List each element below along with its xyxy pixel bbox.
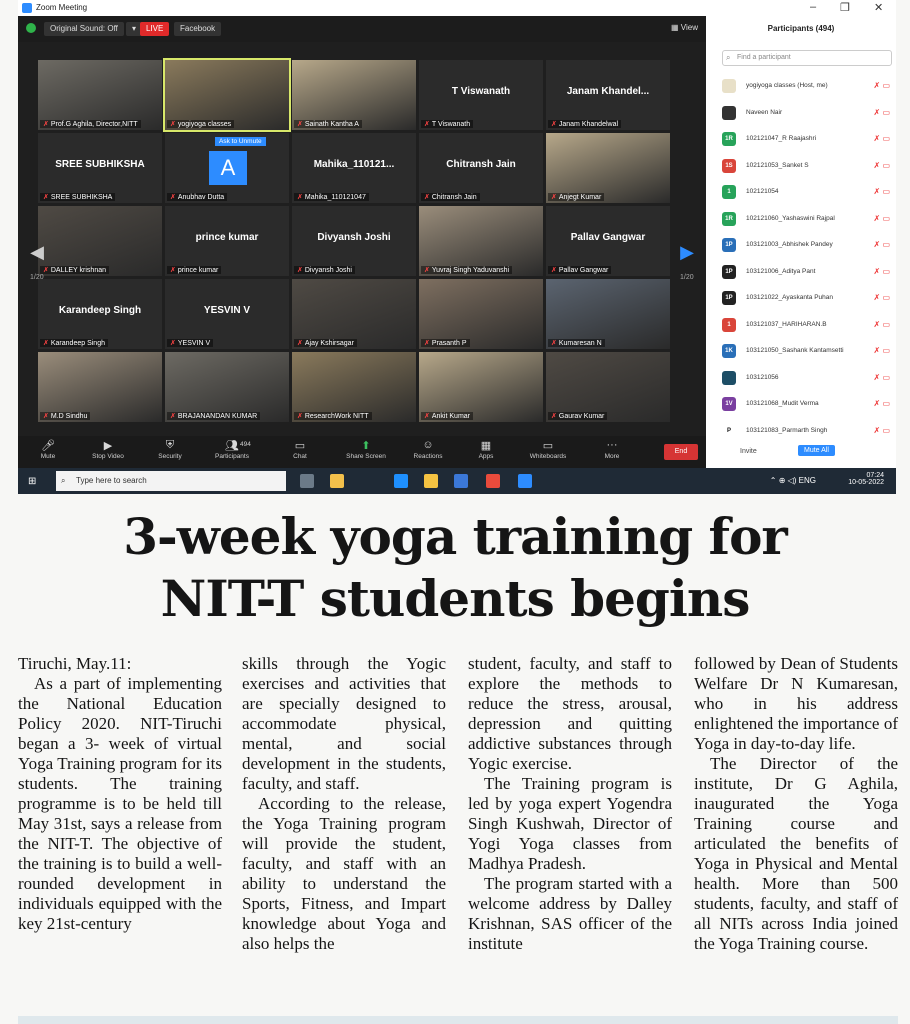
maximize-icon[interactable]: ❐ (840, 2, 850, 14)
participant-row-name: 103121022_Ayaskanta Puhan (746, 294, 833, 301)
muted-mic-icon: ✗ (170, 194, 176, 201)
facebook-live-button[interactable]: Facebook (174, 22, 221, 36)
participant-name-label (40, 120, 141, 128)
view-label: View (680, 23, 698, 32)
participant-avatar: 1 (722, 318, 736, 332)
participant-name-label (167, 266, 221, 274)
muted-mic-icon: ✗ (551, 340, 557, 347)
participants-title: Participants (494) (767, 24, 835, 33)
article-column-4 (694, 654, 898, 954)
participant-tile[interactable] (292, 206, 416, 276)
participant-avatar: 1V (722, 397, 736, 411)
dateline: Tiruchi, May.11: (18, 654, 132, 673)
participant-name: Janam Khandelwal (558, 121, 619, 128)
participant-row[interactable] (722, 341, 896, 361)
muted-status-icon: ✗ ▭ (873, 187, 890, 196)
muted-mic-icon: ✗ (424, 121, 430, 128)
muted-status-icon: ✗ ▭ (873, 293, 890, 302)
muted-mic-icon: ✗ (297, 121, 303, 128)
participant-display-name: Janam Khandel... (566, 86, 650, 97)
participant-tile[interactable] (292, 133, 416, 203)
article-headline (0, 506, 910, 630)
participant-tile[interactable] (419, 206, 543, 276)
minimize-icon[interactable]: – (810, 1, 817, 13)
participant-row-name: Naveen Nair (746, 108, 783, 116)
participant-tile[interactable] (546, 279, 670, 349)
participant-name: prince kumar (177, 267, 219, 274)
participant-avatar: 1R (722, 212, 736, 226)
participant-avatar: 1P (722, 238, 736, 252)
muted-mic-icon: ✗ (551, 194, 557, 201)
whiteboards-button[interactable] (520, 439, 576, 460)
mic-icon: 🎤︎ (41, 440, 55, 452)
muted-status-icon: ✗ ▭ (873, 134, 890, 143)
participant-name-label (548, 120, 621, 128)
participant-tile[interactable] (165, 206, 289, 276)
participant-tile[interactable] (546, 206, 670, 276)
participant-avatar (722, 106, 736, 120)
participant-avatar: 1S (722, 159, 736, 173)
muted-mic-icon: ✗ (297, 413, 303, 420)
participant-name: Mahika_110121047 (304, 194, 366, 201)
participant-name: Anjegt Kumar (558, 194, 602, 201)
window-title: Zoom Meeting (36, 3, 88, 12)
muted-mic-icon: ✗ (43, 267, 49, 274)
participant-name: SREE SUBHIKSHA (50, 194, 113, 201)
participant-name-label (167, 120, 234, 128)
participant-tile[interactable] (546, 60, 670, 130)
paragraph: skills through the Yogic exercises and activities that are specially designed to accommodate physical, mental, and social development in the students, faculty, and staff. (242, 654, 446, 793)
toolbar-label: Security (158, 453, 182, 460)
participant-display-name: YESVIN V (203, 305, 251, 316)
participant-row-name: 102121054 (746, 188, 779, 195)
meeting-top-bar (18, 16, 706, 42)
participant-name-label (548, 266, 611, 274)
participant-row-name: 102121060_Yashaswini Rajpal (746, 214, 835, 222)
share-screen-button[interactable] (338, 439, 394, 460)
participant-row[interactable] (722, 235, 896, 255)
participant-row[interactable] (722, 182, 896, 202)
participant-row[interactable] (722, 394, 896, 414)
participant-row[interactable] (722, 103, 896, 123)
live-badge[interactable]: LIVE (140, 22, 169, 36)
participant-name: Prof.G Aghila, Director,NITT (50, 121, 138, 128)
muted-mic-icon: ✗ (424, 340, 430, 347)
mute-all-button[interactable]: Mute All (798, 445, 835, 456)
participant-name-label (167, 412, 260, 420)
muted-status-icon: ✗ ▭ (873, 240, 890, 249)
reactions-button[interactable] (400, 439, 456, 460)
participant-tile[interactable] (419, 352, 543, 422)
participant-name: ResearchWork NITT (304, 413, 369, 420)
participant-name: Chitransh Jain (431, 194, 477, 201)
muted-mic-icon: ✗ (424, 194, 430, 201)
participant-name: M.D Sindhu (50, 413, 88, 420)
muted-status-icon: ✗ ▭ (873, 425, 890, 435)
more-icon: ··· (606, 439, 618, 451)
participant-name: yogiyoga classes (177, 121, 232, 128)
muted-mic-icon: ✗ (43, 121, 49, 128)
participant-name: Ajay Kshirsagar (304, 340, 354, 347)
toolbar-label: Chat (293, 453, 307, 460)
shield-icon: ⛨ (165, 439, 175, 451)
participant-tile[interactable] (38, 60, 162, 130)
participant-name-label (294, 412, 372, 420)
participant-tile[interactable] (38, 352, 162, 422)
search-icon: ⌕ (61, 476, 66, 485)
participant-display-name: Divyansh Joshi (317, 232, 391, 243)
more-button[interactable] (584, 439, 640, 460)
participant-tile[interactable] (546, 352, 670, 422)
muted-status-icon: ✗ ▭ (873, 81, 890, 90)
participant-tile[interactable] (292, 60, 416, 130)
ask-to-unmute-button[interactable]: Ask to Unmute (215, 137, 266, 146)
stop-video-button[interactable] (80, 439, 136, 460)
toolbar-label: Reactions (413, 453, 443, 460)
paragraph: student, faculty, and staff to explore the methods to reduce the stress, arousal, depression and quitting addictive substances through Yogic exercise. (468, 654, 672, 773)
participant-display-name: Karandeep Singh (58, 305, 142, 316)
muted-mic-icon: ✗ (170, 267, 176, 274)
participant-tile[interactable] (38, 133, 162, 203)
participant-display-name: prince kumar (195, 232, 259, 243)
participant-name-label (421, 339, 470, 347)
participant-name: Kumaresan N (558, 340, 602, 347)
participant-row[interactable] (722, 129, 896, 149)
participant-avatar: 1R (722, 132, 736, 146)
muted-status-icon: ✗ ▭ (873, 399, 890, 408)
toolbar-label: Participants (215, 453, 249, 460)
close-icon[interactable]: ✕ (874, 2, 884, 14)
avatar: A (209, 151, 247, 185)
participant-name: Karandeep Singh (50, 340, 105, 347)
participant-avatar: 1K (722, 344, 736, 358)
muted-mic-icon: ✗ (424, 413, 430, 420)
article-column-2 (242, 654, 446, 954)
participant-row-name: 103121083_Parmarth Singh (746, 426, 828, 434)
participant-tile[interactable] (419, 133, 543, 203)
muted-status-icon: ✗ ▭ (873, 319, 890, 329)
participant-tile[interactable] (165, 352, 289, 422)
participant-display-name: T Viswanath (451, 86, 511, 97)
video-icon: ▶ (103, 440, 113, 452)
participant-tile[interactable] (38, 279, 162, 349)
encryption-shield-icon[interactable] (26, 23, 36, 33)
muted-mic-icon: ✗ (297, 267, 303, 274)
muted-status-icon: ✗ ▭ (873, 346, 890, 355)
paragraph: The program started with a welcome address by Dalley Krishnan, SAS officer of the institute (468, 874, 672, 953)
participant-row[interactable] (722, 368, 896, 388)
language-indicator: ENG (798, 476, 816, 485)
muted-mic-icon: ✗ (551, 413, 557, 420)
grid-icon: ▦ (671, 23, 681, 32)
share-icon: ⬆ (361, 440, 371, 452)
whiteboard-icon: ▭ (542, 440, 554, 452)
windows-taskbar (18, 468, 896, 494)
next-page-icon[interactable]: ▶ (680, 242, 694, 262)
participant-tile[interactable] (546, 133, 670, 203)
participant-row-name: yogiyoga classes (Host, me) (746, 82, 828, 89)
muted-status-icon: ✗ ▭ (873, 107, 890, 117)
clock-time: 07:24 (866, 472, 884, 479)
headline-line-2: NIT-T students begins (160, 569, 750, 628)
task-view-icon[interactable] (300, 474, 314, 488)
chrome-icon[interactable] (486, 474, 500, 488)
participant-row-name: 103121068_Mudit Verma (746, 400, 819, 407)
participant-tile[interactable] (292, 352, 416, 422)
participant-display-name: Pallav Gangwar (570, 232, 646, 243)
toolbar-label: Whiteboards (529, 453, 567, 460)
muted-mic-icon: ✗ (424, 267, 430, 274)
participant-row-name: 103121003_Abhishek Pandey (746, 241, 833, 248)
participant-display-name: Mahika_110121... (313, 159, 395, 170)
zoom-screenshot (18, 0, 896, 494)
participant-avatar (722, 371, 736, 385)
search-icon: ⌕ (726, 53, 731, 62)
invite-button[interactable]: Invite (740, 448, 757, 455)
participant-row[interactable] (722, 209, 896, 229)
taskbar-search-input[interactable] (56, 471, 286, 491)
participant-name-label (548, 412, 607, 420)
taskbar-search-placeholder: Type here to search (76, 476, 147, 485)
participant-avatar: 1P (722, 265, 736, 279)
participant-name-label (421, 412, 473, 420)
participant-name: Yuvraj Singh Yaduvanshi (431, 267, 510, 274)
participants-button[interactable] (204, 439, 260, 460)
muted-mic-icon: ✗ (297, 340, 303, 347)
participant-tile[interactable] (165, 60, 289, 130)
participant-name: Ankit Kumar (431, 413, 470, 420)
paragraph: According to the release, the Yoga Training program will provide the student, faculty, and staff with an ability to understand the Sports, Fitness, and Impart knowledge about Yoga and also helps the (242, 794, 446, 953)
participant-row[interactable] (722, 156, 896, 176)
clock-date: 10-05-2022 (848, 479, 884, 486)
muted-mic-icon: ✗ (43, 413, 49, 420)
participant-name-label (294, 339, 357, 347)
headline-line-1: 3-week yoga training for (123, 507, 787, 566)
muted-mic-icon: ✗ (297, 194, 303, 201)
participant-row-name: 102121047_R Raajashri (746, 135, 817, 142)
end-meeting-button[interactable]: End (664, 444, 698, 460)
participant-search-input[interactable] (722, 50, 892, 66)
participant-name: DALLEY krishnan (50, 267, 106, 274)
participant-name: BRAJANANDAN KUMAR (177, 413, 258, 420)
participant-name-label (294, 266, 355, 274)
participant-name: T Viswanath (431, 121, 471, 128)
previous-page-icon[interactable]: ◀ (30, 242, 44, 262)
toolbar-label: More (604, 453, 620, 460)
participant-display-name: Chitransh Jain (446, 159, 516, 170)
participant-name-label (421, 266, 512, 274)
chat-icon: ▭ (294, 440, 306, 452)
muted-mic-icon: ✗ (43, 194, 49, 201)
participant-avatar: 1P (722, 291, 736, 305)
muted-status-icon: ✗ ▭ (873, 372, 890, 382)
participant-name: YESVIN V (177, 340, 211, 347)
participant-search-placeholder: Find a participant (737, 54, 791, 61)
edge-icon[interactable] (454, 474, 468, 488)
muted-mic-icon: ✗ (170, 121, 176, 128)
meeting-area (18, 16, 706, 468)
participant-name-label (421, 120, 473, 128)
participant-avatar: 1 (722, 185, 736, 199)
window-titlebar (18, 0, 896, 16)
meeting-toolbar (18, 436, 706, 468)
participant-name-label (40, 266, 109, 274)
smile-icon: ☺ (422, 439, 434, 451)
participant-name-label (294, 193, 369, 201)
participant-row-name: 103121006_Aditya Pant (746, 267, 816, 275)
participants-panel (706, 16, 896, 468)
weather-icon[interactable] (330, 474, 344, 488)
muted-mic-icon: ✗ (551, 267, 557, 274)
toolbar-label: Share Screen (346, 453, 386, 460)
participant-row[interactable] (722, 76, 896, 96)
participant-count: 494 (240, 441, 251, 448)
participant-name-label (40, 339, 108, 347)
muted-mic-icon: ✗ (170, 340, 176, 347)
participant-row-name: 103121056 (746, 373, 779, 381)
participant-row-name: 103121050_Sashank Kantamsetti (746, 347, 844, 354)
participant-tile[interactable] (165, 279, 289, 349)
tray-icons[interactable]: ⌃ ⊕ ◁) ENG (769, 476, 816, 485)
apps-button[interactable] (458, 439, 514, 460)
participant-row[interactable] (722, 315, 896, 335)
participant-name: Anubhav Dutta (177, 194, 225, 201)
article-column-1 (18, 654, 222, 934)
participant-avatar: P (722, 424, 736, 438)
participant-tile[interactable] (38, 206, 162, 276)
participant-name-label (167, 193, 227, 201)
toolbar-label: Apps (478, 453, 494, 460)
file-explorer-icon[interactable] (424, 474, 438, 488)
original-sound-button[interactable]: Original Sound: Off (44, 22, 124, 36)
taskbar-clock[interactable] (848, 472, 884, 486)
participant-name: Prasanth P (431, 340, 467, 347)
paragraph: followed by Dean of Students Welfare Dr N Kumaresan, who in his address enlightened the importance of Yoga in day-to-day life. (694, 654, 898, 753)
participant-row[interactable] (722, 262, 896, 282)
muted-mic-icon: ✗ (170, 413, 176, 420)
participant-name: Gaurav Kumar (558, 413, 605, 420)
participant-row[interactable] (722, 421, 896, 441)
zoom-taskbar-icon[interactable] (518, 474, 532, 488)
article-column-3 (468, 654, 672, 954)
muted-status-icon: ✗ ▭ (873, 213, 890, 223)
apps-icon: ▦ (480, 440, 492, 452)
participant-tile[interactable] (419, 60, 543, 130)
participant-tile[interactable] (165, 133, 289, 203)
participant-name-label (40, 412, 90, 420)
muted-status-icon: ✗ ▭ (873, 266, 890, 276)
page-bottom-strip (18, 1016, 898, 1024)
participant-name: Sainath Kantha A (304, 121, 359, 128)
mute-button[interactable] (20, 439, 76, 460)
participant-tile[interactable] (292, 279, 416, 349)
participant-name-label (40, 193, 115, 201)
page-indicator-right: 1/20 (680, 274, 694, 281)
security-button[interactable] (142, 439, 198, 460)
participant-name-label (167, 339, 213, 347)
chat-button[interactable] (272, 439, 328, 460)
people-icon: 👥︎ (225, 440, 239, 452)
participant-name-label (548, 193, 604, 201)
page-indicator-left: 1/20 (30, 274, 44, 281)
participant-name-label (548, 339, 605, 347)
paragraph: The Training program is led by yoga expert Yogendra Singh Kushwah, Director of Yogi Yoga classes from Madhya Pradesh. (468, 774, 672, 873)
participant-name: Divyansh Joshi (304, 267, 352, 274)
windows-start-icon[interactable]: ⊞ (28, 476, 37, 487)
participant-display-name: SREE SUBHIKSHA (55, 159, 145, 170)
muted-mic-icon: ✗ (43, 340, 49, 347)
participant-name-label (294, 120, 362, 128)
paragraph: As a part of implementing the National Education Policy 2020. NIT-Tiruchi began a 3- week of virtual Yoga Training program for its students. The training programme is to be held till May 31st, says a release from the NIT-T. The objective of the training is to build a well-rounded development in individuals equipped with the key 21st-century (18, 674, 222, 933)
participant-avatar (722, 79, 736, 93)
original-sound-dropdown-icon[interactable]: ▾ (126, 22, 142, 36)
participant-row-name: 102121053_Sanket S (746, 161, 809, 169)
toolbar-label: Mute (40, 453, 56, 460)
participant-row[interactable] (722, 288, 896, 308)
participant-name-label (421, 193, 480, 201)
muted-mic-icon: ✗ (551, 121, 557, 128)
muted-status-icon: ✗ ▭ (873, 160, 890, 170)
participant-name: Pallav Gangwar (558, 267, 609, 274)
participant-row-name: 103121037_HARIHARAN.B (746, 320, 827, 328)
toolbar-label: Stop Video (92, 453, 124, 460)
store-icon[interactable] (394, 474, 408, 488)
zoom-logo-icon (22, 3, 32, 13)
view-button[interactable] (671, 23, 698, 32)
participant-tile[interactable] (419, 279, 543, 349)
paragraph: The Director of the institute, Dr G Aghila, inaugurated the Yoga Training course and articulated the benefits of Yoga in Physical and Mental health. More than 500 students, faculty, and staff of all NITs across India joined the Yoga Training course. (694, 754, 898, 953)
